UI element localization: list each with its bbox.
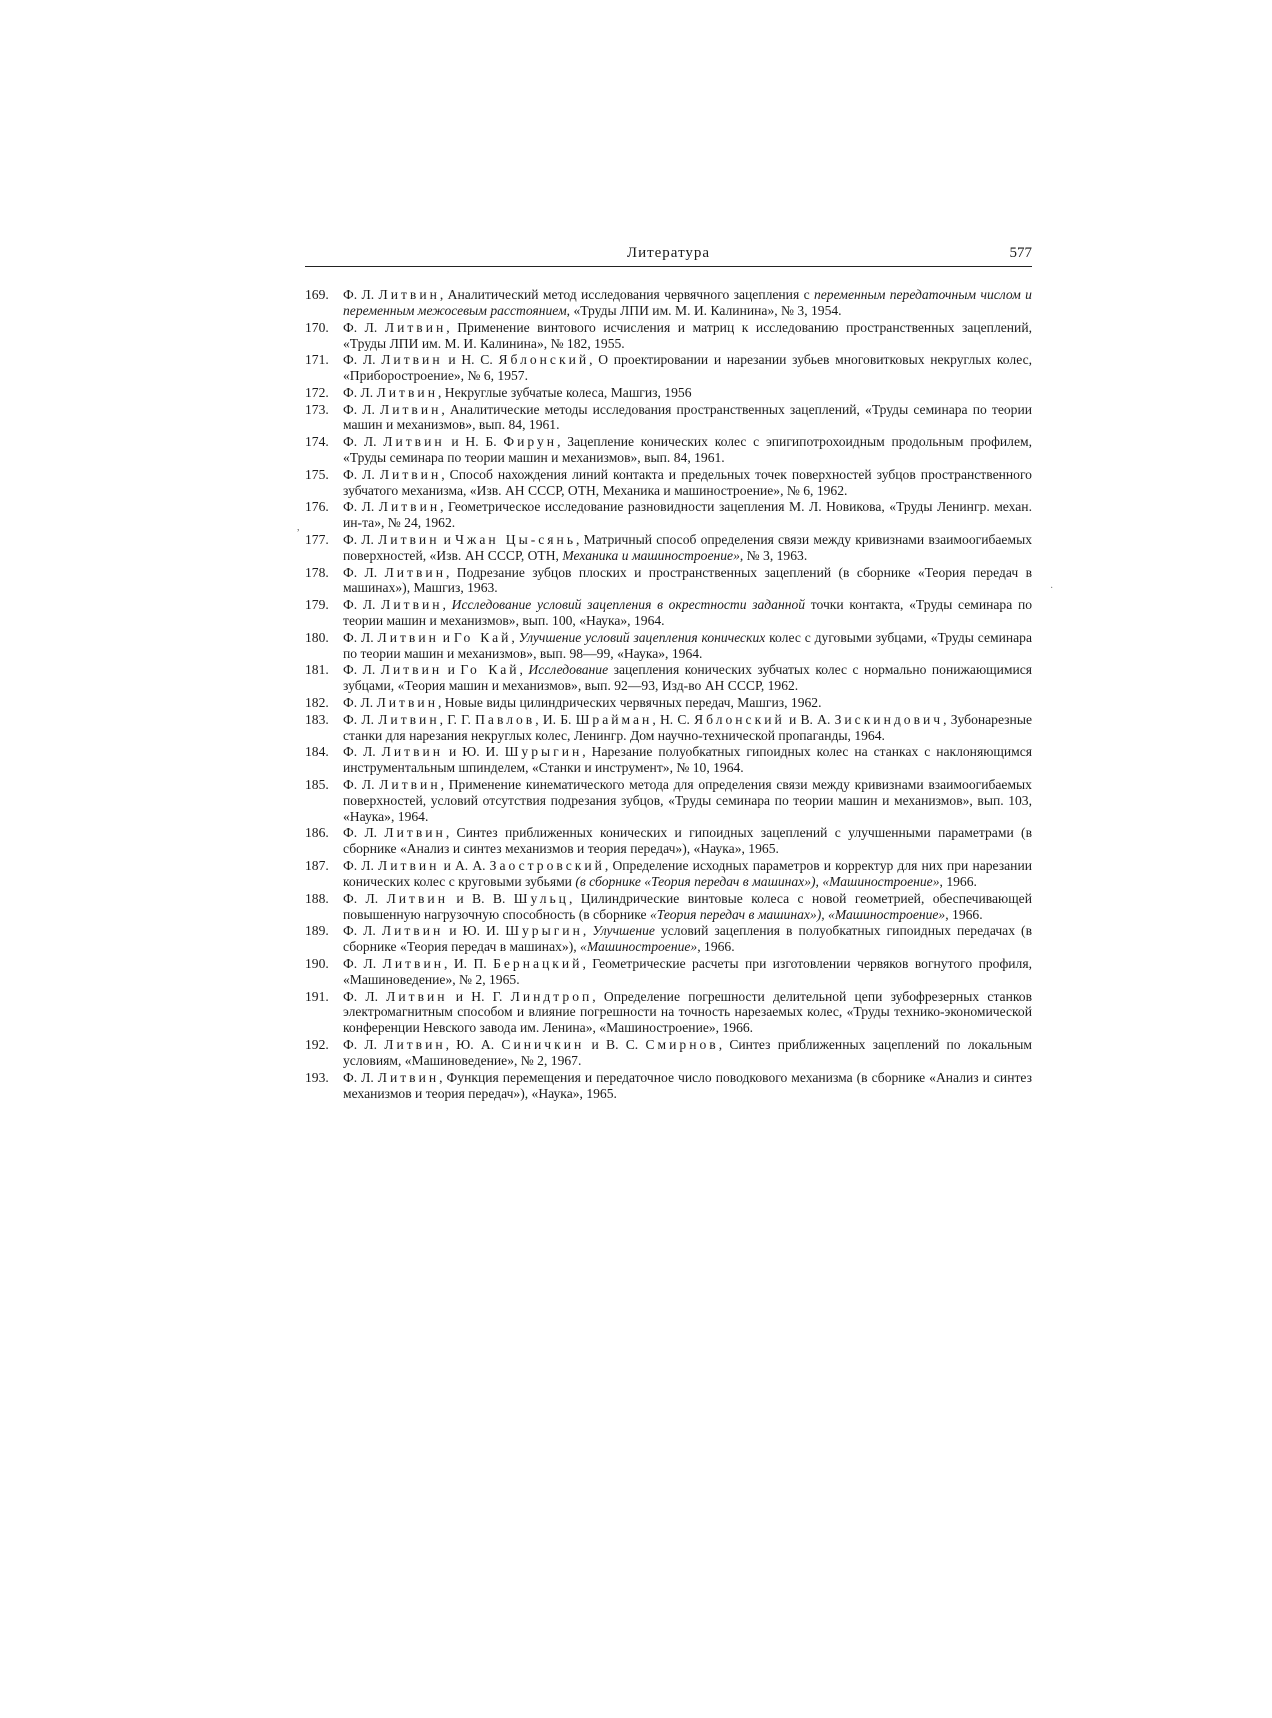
reference-item [305, 989, 1032, 1037]
reference-text: , Нарезание полуобкатных гипоидных колес на станках с наклоняющимся инструментальным шпинделем, «Станки и инструмент», № 10, 1964. [343, 744, 1032, 776]
reference-number: 183. [305, 711, 329, 727]
author-name: Литвин [376, 695, 438, 711]
author-name: Шурыгин [505, 923, 583, 939]
reference-item [305, 402, 1032, 434]
reference-text: , Определение погрешности делительной цепи зубофрезерных станков электромагнитным способом и влияние погрешности на точность нарезаемых колес, «Труды технико-экономической конференции Невского завода им. Ленина», «Машиностроение», 1966. [343, 988, 1032, 1036]
reference-item [305, 956, 1032, 988]
author-name: Литвин [379, 776, 441, 792]
reference-text: , 1966. [697, 939, 735, 955]
author-name: Литвин [384, 319, 447, 335]
reference-text: и В. С. [584, 1037, 646, 1053]
reference-list [305, 287, 1032, 1102]
reference-number: 182. [305, 695, 329, 711]
reference-item [305, 825, 1032, 857]
reference-text: зацепления конических зубчатых колес с нормально понижающимися зубцами, «Теория машин и механизмов», вып. 92—93, Изд-во АН СССР, 1962. [343, 662, 1033, 694]
reference-text: и Н. Г. [447, 988, 511, 1004]
reference-text: , Функция перемещения и передаточное число поводкового механизма (в сборнике «Анализ и синтез механизмов и теория передач»), «Наука», 1965. [343, 1069, 1032, 1101]
author-name: Литвин [378, 858, 440, 874]
italic-text: Механика и машиностроение» [562, 547, 740, 563]
reference-number: 175. [305, 466, 329, 482]
reference-text: Ф. Л. [343, 662, 381, 678]
author-name: Яблонский [694, 711, 785, 727]
reference-number: 184. [305, 744, 329, 760]
reference-text: и В. В. [447, 890, 514, 906]
reference-text: Ф. Л. [343, 955, 383, 971]
reference-number: 177. [305, 531, 329, 547]
author-name: Го Кай [460, 662, 520, 678]
reference-text: , [442, 597, 452, 613]
reference-number: 178. [305, 564, 329, 580]
reference-text: и Ю. И. [443, 923, 506, 939]
reference-number: 179. [305, 597, 329, 613]
italic-text: Исследование [528, 662, 609, 678]
reference-text: Ф. Л. [343, 564, 385, 580]
reference-text: Ф. Л. [343, 1037, 385, 1053]
reference-item [305, 712, 1032, 744]
page-number: 577 [1009, 245, 1032, 261]
reference-text: Ф. Л. [343, 531, 379, 547]
reference-text: , Г. Г. [439, 711, 476, 727]
reference-text: Ф. Л. [343, 466, 380, 482]
author-name: Заостровский [489, 858, 605, 874]
reference-text: Ф. Л. [343, 287, 379, 302]
reference-text: , № 3, 1963. [739, 547, 808, 563]
author-name: Литвин [386, 890, 448, 906]
reference-text: , О проектировании и нарезании зубьев многовитковых некруглых колес, «Приборостроение», № 6, 1957. [343, 352, 1032, 384]
reference-text: точки контакта, «Труды семинара по теории машин и механизмов», вып. 100, «Наука», 1964. [343, 597, 1033, 629]
reference-text: , Аналитический метод исследования червячного зацепления с [439, 287, 814, 302]
reference-text: , И. Б. [535, 711, 576, 727]
author-name: Литвин [379, 401, 442, 417]
reference-number: 181. [305, 662, 329, 678]
author-name: Шрайман [575, 711, 653, 727]
reference-item [305, 1037, 1032, 1069]
reference-number: 189. [305, 923, 329, 939]
margin-mark: , [297, 522, 300, 533]
reference-number: 188. [305, 890, 329, 906]
author-name: Павлов [475, 711, 536, 727]
reference-number: 176. [305, 499, 329, 515]
reference-item [305, 1070, 1032, 1102]
reference-number: 180. [305, 629, 329, 645]
author-name: Шурыгин [504, 744, 583, 760]
reference-text: , Н. С. [652, 711, 695, 727]
author-name: Синичкин [501, 1037, 585, 1053]
author-name: Литвин [381, 923, 444, 939]
reference-item [305, 597, 1032, 629]
reference-number: 191. [305, 988, 329, 1004]
reference-number: 185. [305, 776, 329, 792]
reference-text: , Новые виды цилиндрических червячных передач, Машгиз, 1962. [437, 695, 822, 711]
running-header [305, 246, 1032, 267]
reference-number: 186. [305, 825, 329, 841]
author-name: Литвин [381, 597, 443, 613]
reference-item [305, 499, 1032, 531]
reference-text: и [438, 629, 454, 645]
author-name: Смирнов [645, 1037, 719, 1053]
reference-item [305, 532, 1032, 564]
reference-item [305, 467, 1032, 499]
reference-item [305, 385, 1032, 401]
reference-text: , Синтез приближенных зацеплений по локальным условиям, «Машиноведение», № 2, 1967. [343, 1037, 1032, 1068]
author-name: Литвин [381, 744, 444, 760]
reference-text: и Н. Б. [444, 434, 504, 450]
author-name: Литвин [384, 825, 446, 841]
reference-text: , Способ нахождения линий контакта и предельных точек поверхностей зубцов пространственного зубчатого механизма, «Изв. АН СССР, ОТН, Механика и машиностроение», № 6, 1962. [343, 466, 1032, 498]
reference-text: и [439, 531, 456, 547]
reference-text: , Применение винтового исчисления и матриц к исследованию пространственных зацеплений, «Труды ЛПИ им. М. И. Калинина», № 182, 1955. [343, 319, 1032, 351]
reference-text: , Подрезание зубцов плоских и пространственных зацеплений (в сборнике «Теория передач в машинах»), Машгиз, 1963. [343, 564, 1032, 596]
reference-number: 172. [305, 384, 329, 400]
reference-text: , Применение кинематического метода для определения связи между кривизнами взаимоогибаемых поверхностей, условий отсутствия подрезания зубцов, «Труды семинара по теории машин и механизмов», вып. 103, «Наука», 1964. [343, 776, 1032, 824]
reference-text: , Ю. А. [445, 1037, 502, 1053]
author-name: Литвин [376, 384, 438, 400]
reference-text: и В. А. [784, 711, 835, 727]
reference-item [305, 777, 1032, 825]
author-name: Фирун [503, 434, 558, 450]
reference-text: , [511, 629, 519, 645]
author-name: Литвин [377, 1069, 440, 1085]
reference-text: Ф. Л. [343, 401, 380, 417]
reference-item [305, 630, 1032, 662]
author-name: Литвин [381, 352, 443, 368]
reference-text: Ф. Л. [343, 923, 382, 939]
reference-item [305, 352, 1032, 384]
author-name: Литвин [379, 466, 442, 482]
reference-text: , Определение исходных параметров и корректур для них при нарезании конических колес с круговыми зубьями [343, 858, 1032, 889]
reference-number: 187. [305, 858, 329, 874]
reference-text: Ф. Л. [343, 890, 387, 906]
author-name: Литвин [378, 711, 440, 727]
italic-text: «Машиностроение» [580, 939, 698, 955]
reference-item [305, 287, 1032, 319]
reference-text: , Цилиндрические винтовые колеса с новой геометрией, обеспечивающей повышенную нагрузочную способность (в сборнике [343, 890, 1032, 922]
reference-number: 192. [305, 1037, 329, 1053]
reference-text: Ф. Л. [343, 695, 377, 711]
reference-text: Ф. Л. [343, 384, 377, 400]
reference-item [305, 744, 1032, 776]
reference-text: , [519, 662, 529, 678]
reference-text: Ф. Л. [343, 319, 385, 335]
reference-text: , Геометрическое исследование разновидности зацепления М. Л. Новикова, «Труды Ленингр. механ. ин-та», № 24, 1962. [343, 499, 1032, 531]
italic-text: Улучшение условий зацепления конических [518, 629, 766, 645]
reference-text: Ф. Л. [343, 597, 382, 613]
reference-text: , Аналитические методы исследования пространственных зацеплений, «Труды семинара по теории машин и механизмов», вып. 84, 1961. [343, 401, 1032, 433]
reference-text: , «Труды ЛПИ им. М. И. Калинина», № 3, 1954. [566, 302, 842, 318]
reference-text: и Н. С. [442, 352, 499, 368]
author-name: Литвин [386, 988, 448, 1004]
reference-text: , Матричный способ определения связи между кривизнами взаимоогибаемых поверхностей, «Изв. АН СССР, ОТН, [343, 531, 1032, 563]
reference-text: Ф. Л. [343, 776, 380, 792]
italic-text: Улучшение [592, 923, 655, 939]
reference-item [305, 858, 1032, 890]
reference-item [305, 565, 1032, 597]
reference-text: Ф. Л. [343, 825, 385, 841]
reference-text: Ф. Л. [343, 1069, 378, 1085]
reference-text: и А. А. [439, 858, 490, 874]
reference-text: , Зубонарезные станки для нарезания некруглых колес, Ленингр. Дом научно-технической пропаганды, 1964. [343, 711, 1032, 743]
reference-text: , 1966. [939, 873, 977, 889]
reference-item [305, 320, 1032, 352]
reference-text: Ф. Л. [343, 988, 387, 1004]
author-name: Литвин [378, 531, 440, 547]
reference-item [305, 695, 1032, 711]
reference-number: 171. [305, 352, 329, 368]
reference-item [305, 434, 1032, 466]
author-name: Литвин [378, 499, 441, 515]
author-name: Литвин [378, 287, 440, 302]
italic-text: Исследование условий зацепления в окрестности заданной [451, 597, 806, 613]
reference-text: Ф. Л. [343, 352, 382, 368]
author-name: Литвин [380, 662, 443, 678]
reference-text: , [582, 923, 593, 939]
author-name: Яблонский [498, 352, 590, 368]
reference-item [305, 891, 1032, 923]
italic-text: (в сборнике «Теория передач в машинах»), «Машиностроение» [575, 873, 940, 889]
reference-text: Ф. Л. [343, 499, 379, 515]
author-name: Бернацкий [493, 955, 583, 971]
reference-text: , Зацепление конических колес с эпигипотрохоидным продольным профилем, «Труды семинара по теории машин и механизмов», вып. 84, 1961. [343, 434, 1032, 466]
reference-text: колес с дуговыми зубцами, «Труды семинара по теории машин и механизмов», вып. 98—99, «Наука», 1964. [343, 629, 1033, 661]
author-name: Шульц [513, 890, 569, 906]
reference-text: , И. П. [444, 955, 494, 971]
reference-text: Ф. Л. [343, 858, 379, 874]
author-name: Линдтроп [510, 988, 593, 1004]
author-name: Литвин [382, 955, 444, 971]
reference-number: 174. [305, 434, 329, 450]
reference-text: и [442, 662, 461, 678]
reference-text: Ф. Л. [343, 711, 379, 727]
italic-text: «Теория передач в машинах»), «Машиностроение» [650, 906, 946, 922]
reference-text: Ф. Л. [343, 629, 378, 645]
margin-mark: · [1050, 583, 1054, 594]
reference-text: и Ю. И. [443, 744, 505, 760]
reference-text: , Синтез приближенных конических и гипоидных зацеплений с улучшенными параметрами (в сборнике «Анализ и синтез механизмов и теория передач»), «Наука», 1965. [343, 825, 1032, 857]
author-name: Литвин [383, 434, 445, 450]
reference-text: Ф. Л. [343, 744, 382, 760]
reference-text: , Геометрические расчеты при изготовлении червяков вогнутого профиля, «Машиноведение», № 2, 1965. [343, 955, 1032, 987]
author-name: Литвин [377, 629, 439, 645]
author-name: Литвин [384, 564, 446, 580]
reference-number: 169. [305, 287, 329, 302]
reference-number: 173. [305, 401, 329, 417]
reference-text: Ф. Л. [343, 434, 384, 450]
running-title: Литература [626, 245, 711, 261]
reference-number: 170. [305, 319, 329, 335]
reference-text: условий зацепления в полуобкатных гипоидных передачах (в сборнике «Теория передач в машинах»), [343, 923, 1032, 955]
reference-text: , Некруглые зубчатые колеса, Машгиз, 1956 [437, 384, 692, 400]
reference-item [305, 662, 1032, 694]
reference-number: 190. [305, 955, 329, 971]
reference-item [305, 923, 1032, 955]
reference-text: , 1966. [945, 906, 983, 922]
author-name: Литвин [384, 1037, 446, 1053]
author-name: Го Кай [453, 629, 512, 645]
reference-number: 193. [305, 1069, 329, 1085]
author-name: Зискиндович [834, 711, 944, 727]
italic-text: переменным передаточным числом и переменным межосевым расстоянием [343, 287, 1032, 318]
author-name: Чжан Цы-сянь [455, 531, 577, 547]
